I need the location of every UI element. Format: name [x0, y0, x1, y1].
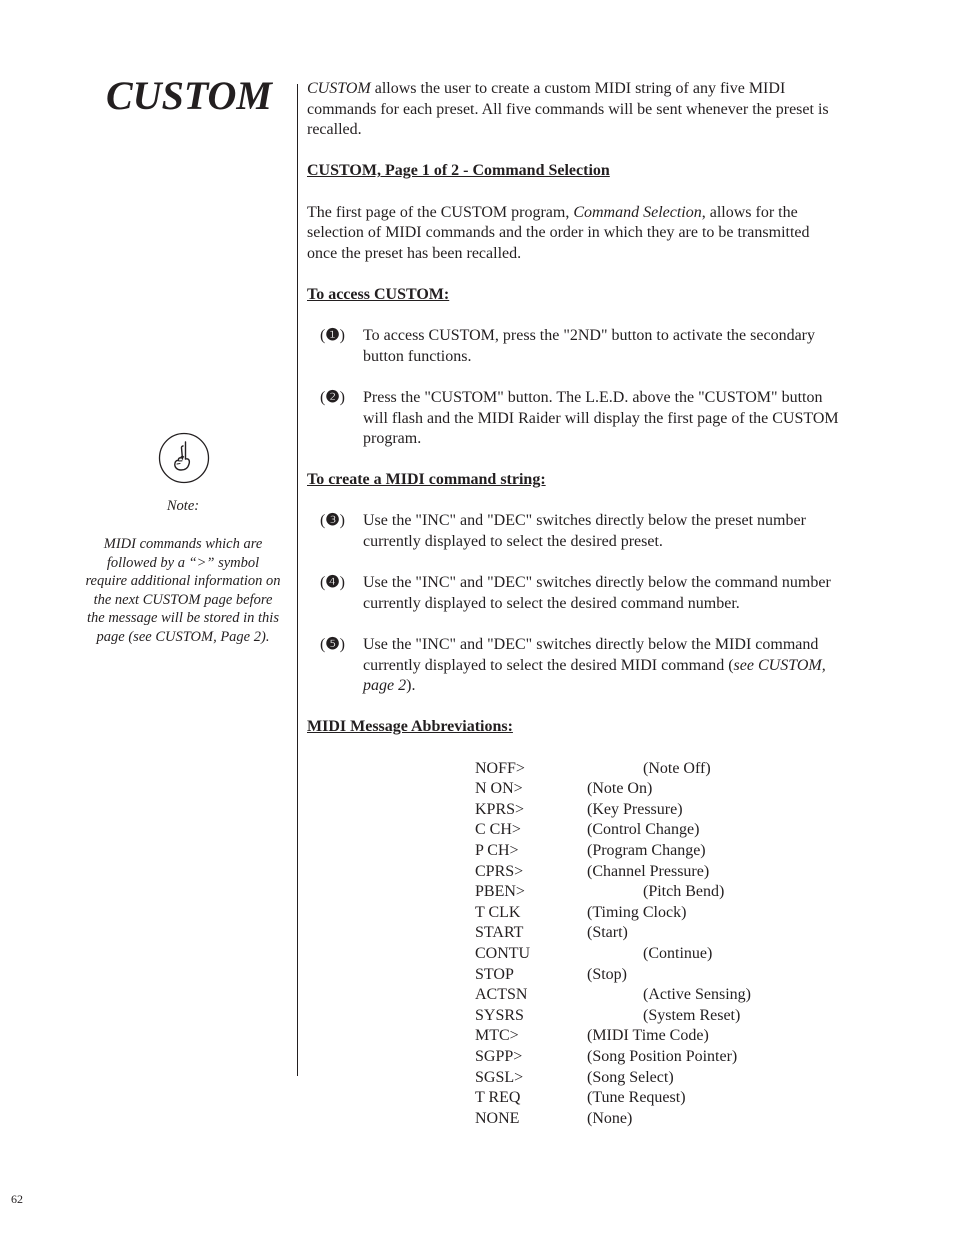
abbreviation-code: T CLK [475, 903, 521, 921]
section-heading-access: To access CUSTOM: [307, 285, 450, 303]
section-heading-command-selection: CUSTOM, Page 1 of 2 - Command Selection [307, 162, 610, 180]
abbreviation-description: (Control Change) [587, 821, 700, 839]
abbreviation-row [475, 1088, 842, 1109]
abbreviation-code: START [475, 924, 524, 942]
abbreviation-row [475, 1047, 842, 1068]
abbreviation-code: KPRS> [475, 800, 525, 818]
step-text [363, 635, 842, 697]
abbreviation-description: (Key Pressure) [587, 800, 683, 818]
section-heading-create: To create a MIDI command string: [307, 471, 546, 489]
step-number: (❸) [320, 512, 345, 530]
abbreviation-code: CPRS> [475, 862, 524, 880]
abbreviation-row [475, 841, 842, 862]
command-selection-paragraph [307, 203, 842, 265]
step-5-marker: ❺ [325, 636, 340, 654]
step-1 [307, 326, 842, 367]
note-label: Note: [166, 498, 200, 514]
step-number: (❷) [320, 388, 345, 406]
step-text: Use the "INC" and "DEC" switches directly below the preset number currently displayed to select the desired preset. [363, 512, 806, 551]
page-number: 62 [11, 1192, 23, 1206]
command-selection-text-start: The first page of the CUSTOM program, [307, 203, 574, 221]
abbreviation-row [475, 944, 842, 965]
abbreviation-code: SYSRS [475, 1006, 524, 1024]
step-number: (❺) [320, 636, 345, 654]
abbreviation-list [475, 759, 842, 1130]
abbreviation-row [475, 965, 842, 986]
vertical-divider [297, 84, 298, 1076]
abbreviation-row [475, 882, 842, 903]
abbreviation-description: (None) [587, 1109, 633, 1127]
abbreviation-row [475, 1006, 842, 1027]
step-3-marker: ❸ [325, 512, 340, 530]
section-heading-abbreviations: MIDI Message Abbreviations: [307, 718, 513, 736]
step-number: (❶) [320, 327, 345, 345]
note-text: MIDI commands which are followed by a “>” symbol require additional information on the next CUSTOM page before the message will be stored in this page (see CUSTOM, Page 2). [85, 536, 281, 645]
abbreviation-code: T REQ [475, 1089, 521, 1107]
abbreviation-description: (MIDI Time Code) [587, 1027, 709, 1045]
abbreviation-code: NONE [475, 1109, 520, 1127]
step-text: Press the "CUSTOM" button. The L.E.D. above the "CUSTOM" button will flash and the MIDI Raider will display the first page of the CUSTOM program. [363, 388, 839, 448]
abbreviation-description: (Continue) [643, 944, 713, 962]
step-text: To access CUSTOM, press the "2ND" button to activate the secondary button functions. [363, 327, 815, 365]
abbreviation-code: SGPP> [475, 1047, 523, 1065]
abbreviation-description: (Note On) [587, 780, 653, 798]
abbreviation-description: (Active Sensing) [643, 986, 751, 1004]
step-5-italic: see CUSTOM, page 2 [363, 656, 826, 695]
intro-text: allows the user to create a custom MIDI string of any five MIDI commands for each preset. All five commands will be sent whenever the preset is recalled. [307, 80, 829, 139]
abbreviation-row [475, 903, 842, 924]
abbreviation-row [475, 1109, 842, 1130]
abbreviation-code: PBEN> [475, 883, 525, 901]
abbreviation-description: (Channel Pressure) [587, 862, 710, 880]
abbreviation-row [475, 800, 842, 821]
abbreviation-description: (Start) [587, 924, 628, 942]
abbreviation-description: (Stop) [587, 965, 627, 983]
step-5-text-start: Use the "INC" and "DEC" switches directly below the MIDI command currently displayed to select the desired MIDI command ( [363, 636, 819, 674]
abbreviation-description: (Song Select) [587, 1068, 674, 1086]
abbreviation-code: NOFF> [475, 759, 525, 777]
abbreviation-description: (Song Position Pointer) [587, 1047, 738, 1065]
step-3 [307, 511, 842, 552]
abbreviation-row [475, 1068, 842, 1089]
step-4 [307, 573, 842, 614]
step-2-marker: ❷ [325, 388, 340, 406]
abbreviation-description: (Timing Clock) [587, 903, 687, 921]
abbreviation-code: MTC> [475, 1027, 519, 1045]
abbreviation-row [475, 759, 842, 780]
abbreviation-description: (Note Off) [643, 759, 711, 777]
command-selection-italic: Command Selection [573, 203, 702, 221]
abbreviation-description: (Program Change) [587, 841, 706, 859]
abbreviation-code: C CH> [475, 821, 521, 839]
abbreviation-code: N ON> [475, 780, 523, 798]
abbreviation-code: STOP [475, 965, 514, 983]
abbreviation-description: (Pitch Bend) [643, 883, 725, 901]
abbreviation-row [475, 862, 842, 883]
abbreviation-row [475, 1026, 842, 1047]
step-5 [307, 635, 842, 697]
step-number: (❹) [320, 574, 345, 592]
abbreviation-row [475, 820, 842, 841]
abbreviation-code: CONTU [475, 944, 531, 962]
intro-paragraph [307, 79, 842, 141]
abbreviation-code: P CH> [475, 841, 519, 859]
abbreviation-code: ACTSN [475, 986, 528, 1004]
page-title: CUSTOM [106, 73, 272, 118]
command-selection-text-end: , allows for the selection of MIDI commands and the order in which they are to be transmitted once the preset has been recalled. [307, 203, 810, 262]
main-content [307, 79, 842, 1129]
abbreviation-description: (System Reset) [643, 1006, 741, 1024]
abbreviation-description: (Tune Request) [587, 1089, 686, 1107]
abbreviation-row [475, 779, 842, 800]
pointing-finger-icon [158, 432, 210, 484]
step-2 [307, 388, 842, 450]
step-text: Use the "INC" and "DEC" switches directly below the command number currently displayed to select the desired command number. [363, 574, 831, 612]
abbreviation-row [475, 985, 842, 1006]
step-4-marker: ❹ [325, 574, 340, 592]
abbreviation-code: SGSL> [475, 1068, 524, 1086]
step-1-marker: ❶ [325, 327, 340, 345]
step-5-text-end: ). [406, 677, 416, 695]
intro-italic-lead: CUSTOM [307, 80, 371, 97]
abbreviation-row [475, 923, 842, 944]
